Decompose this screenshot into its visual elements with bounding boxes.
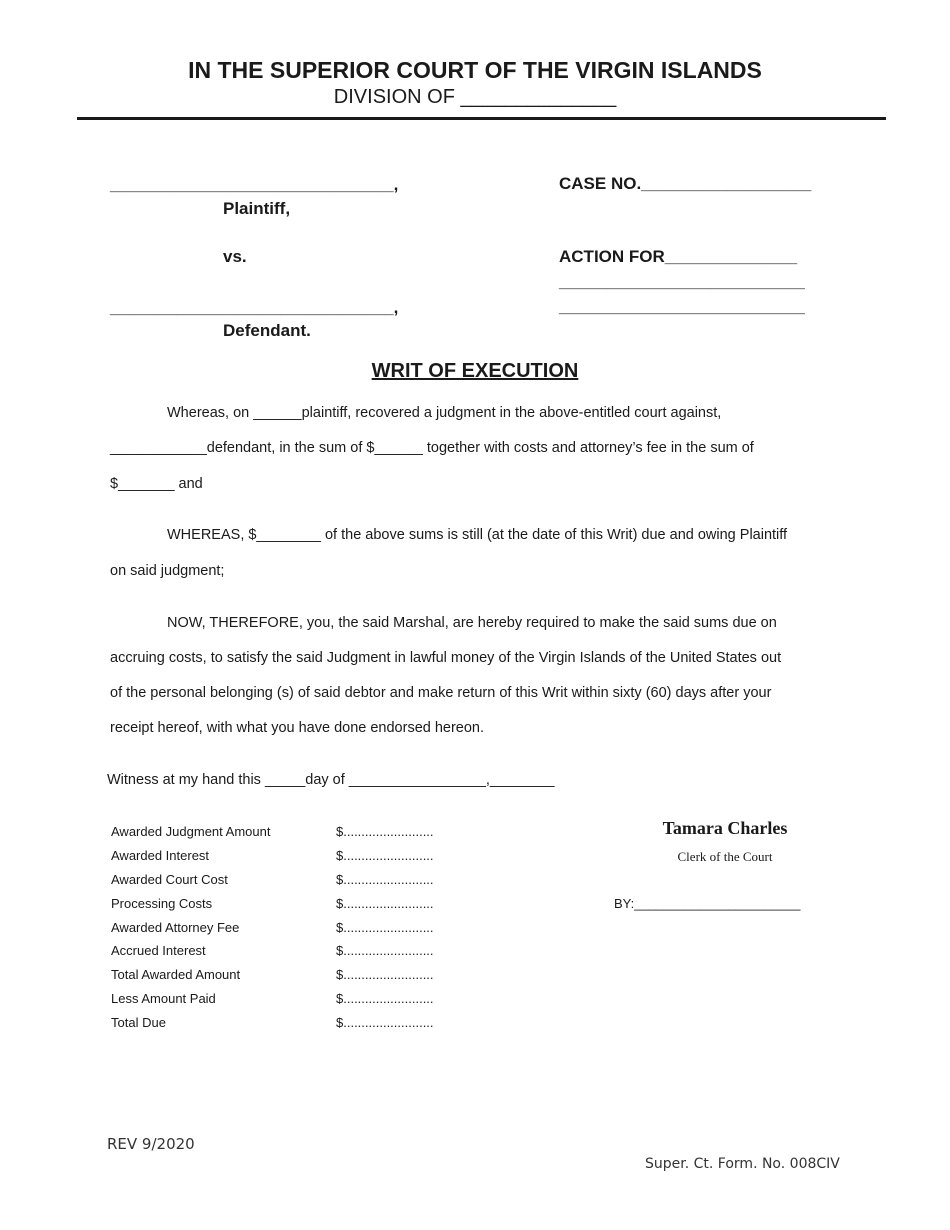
amount-value[interactable]: $......................... [336, 920, 434, 935]
header-divider [77, 117, 886, 120]
action-for-field[interactable]: ACTION FOR______________ [559, 247, 798, 266]
defendant-name-line[interactable]: ______________________________, [110, 298, 399, 317]
action-for-line-2[interactable]: __________________________ [559, 272, 805, 291]
paragraph-3-line-2: accruing costs, to satisfy the said Judgment in lawful money of the Virgin Islands of the United States out [110, 650, 782, 666]
amount-value[interactable]: $......................... [336, 943, 434, 958]
amount-label: Awarded Judgment Amount [111, 824, 271, 839]
paragraph-3-line-3: of the personal belonging (s) of said debtor and make return of this Writ within sixty (60) days after your [110, 685, 772, 701]
amount-value[interactable]: $......................... [336, 896, 434, 911]
by-signature-line[interactable]: BY:_______________________ [614, 896, 801, 911]
amount-value[interactable]: $......................... [336, 991, 434, 1006]
clerk-title: Clerk of the Court [677, 849, 773, 864]
amount-value[interactable]: $......................... [336, 1015, 434, 1030]
action-for-line-3[interactable]: __________________________ [559, 297, 805, 316]
amount-label: Less Amount Paid [111, 991, 216, 1006]
paragraph-2-line-2: on said judgment; [110, 563, 225, 579]
division-line: DIVISION OF ______________ [333, 86, 617, 108]
plaintiff-label: Plaintiff, [223, 199, 291, 218]
amount-value[interactable]: $......................... [336, 824, 434, 839]
paragraph-3-line-4: receipt hereof, with what you have done endorsed hereon. [110, 720, 485, 736]
revision-label: REV 9/2020 [107, 1135, 195, 1153]
writ-title: WRIT OF EXECUTION [371, 360, 579, 382]
amount-value[interactable]: $......................... [336, 848, 434, 863]
paragraph-1-line-2: ____________defendant, in the sum of $______ together with costs and attorney’s fee in the sum of [110, 440, 754, 456]
paragraph-3-line-1: NOW, THEREFORE, you, the said Marshal, are hereby required to make the said sums due on [167, 615, 777, 631]
amount-label: Total Awarded Amount [111, 967, 241, 982]
amount-label: Awarded Attorney Fee [111, 920, 240, 935]
defendant-label: Defendant. [223, 321, 311, 340]
form-number: Super. Ct. Form. No. 008CIV [645, 1156, 840, 1172]
amount-value[interactable]: $......................... [336, 967, 434, 982]
amount-label: Accrued Interest [111, 943, 206, 958]
plaintiff-name-line[interactable]: ______________________________, [110, 175, 399, 194]
amount-label: Awarded Court Cost [111, 872, 228, 887]
paragraph-2-line-1: WHEREAS, $________ of the above sums is still (at the date of this Writ) due and owing Plaintiff [167, 527, 788, 543]
witness-line[interactable]: Witness at my hand this _____day of _________________,________ [107, 772, 555, 788]
paragraph-1-line-3: $_______ and [110, 476, 203, 492]
court-title: IN THE SUPERIOR COURT OF THE VIRGIN ISLANDS [188, 57, 762, 83]
clerk-name: Tamara Charles [662, 818, 788, 838]
case-number-field[interactable]: CASE NO.__________________ [559, 174, 812, 193]
versus-label: vs. [223, 247, 247, 266]
amount-label: Processing Costs [111, 896, 213, 911]
paragraph-1-line-1: Whereas, on ______plaintiff, recovered a judgment in the above-entitled court against, [167, 405, 722, 421]
amount-label: Awarded Interest [111, 848, 210, 863]
amount-value[interactable]: $......................... [336, 872, 434, 887]
amount-label: Total Due [111, 1015, 166, 1030]
